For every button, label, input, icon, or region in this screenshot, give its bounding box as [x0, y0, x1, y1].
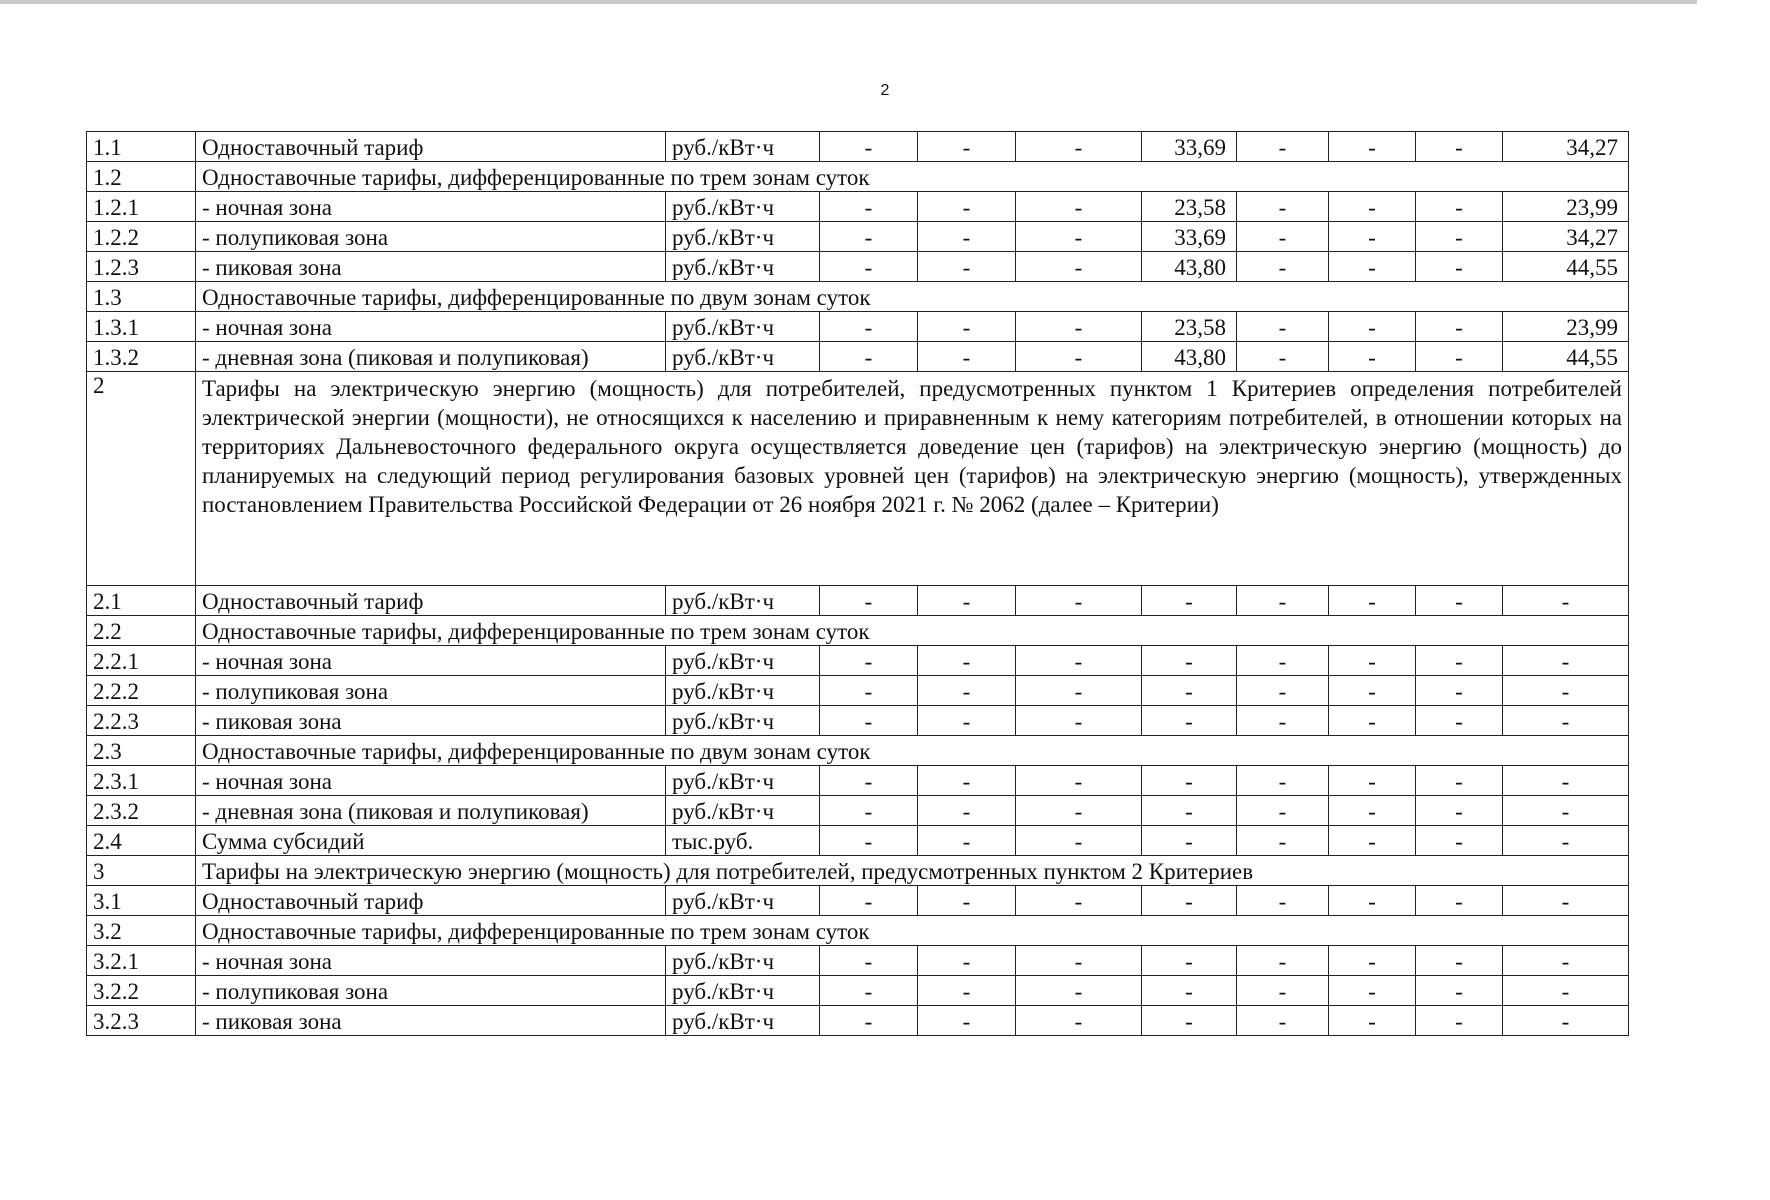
table-row	[87, 252, 1629, 282]
row-number: 1.2.3	[87, 252, 196, 282]
tariff-value: -	[1503, 646, 1629, 676]
row-unit: руб./кВт·ч	[666, 796, 820, 826]
tariff-value: -	[820, 946, 918, 976]
tariff-value: 43,80	[1142, 252, 1237, 282]
table-group-row	[87, 856, 1629, 886]
tariff-value: -	[1503, 946, 1629, 976]
tariff-value: -	[1237, 192, 1329, 222]
tariff-value: 34,27	[1503, 132, 1629, 162]
tariff-value: -	[1016, 586, 1142, 616]
tariff-value: -	[1016, 312, 1142, 342]
tariff-value: -	[1016, 796, 1142, 826]
row-number: 2.2.2	[87, 676, 196, 706]
row-name: - ночная зона	[196, 312, 666, 342]
group-title: Одноставочные тарифы, дифференцированные по трем зонам суток	[196, 162, 1142, 192]
table-row	[87, 796, 1629, 826]
row-number: 2.3.2	[87, 796, 196, 826]
table-row	[87, 766, 1629, 796]
tariff-value: -	[1237, 312, 1329, 342]
tariff-value: -	[1142, 826, 1237, 856]
tariff-value: -	[918, 706, 1016, 736]
tariff-value: -	[1016, 646, 1142, 676]
tariff-value: -	[918, 766, 1016, 796]
group-title: Тарифы на электрическую энергию (мощность) для потребителей, предусмотренных пунктом 2 Критериев	[196, 856, 1142, 886]
tariff-value: -	[1142, 946, 1237, 976]
tariff-value: -	[820, 976, 918, 1006]
tariff-table-body	[87, 132, 1629, 1036]
row-unit: руб./кВт·ч	[666, 946, 820, 976]
group-filler	[1142, 282, 1629, 312]
tariff-value: -	[820, 586, 918, 616]
tariff-value: -	[1329, 1006, 1416, 1036]
row-name: - пиковая зона	[196, 1006, 666, 1036]
tariff-value: -	[918, 826, 1016, 856]
tariff-value: 44,55	[1503, 342, 1629, 372]
tariff-value: -	[820, 826, 918, 856]
table-row	[87, 646, 1629, 676]
tariff-value: -	[1416, 946, 1503, 976]
tariff-value: 23,99	[1503, 192, 1629, 222]
tariff-value: -	[1416, 706, 1503, 736]
tariff-value: -	[820, 706, 918, 736]
tariff-value: 44,55	[1503, 252, 1629, 282]
tariff-value: -	[918, 192, 1016, 222]
tariff-value: -	[1142, 1006, 1237, 1036]
row-number: 3.2.3	[87, 1006, 196, 1036]
tariff-value: -	[820, 252, 918, 282]
tariff-value: -	[1503, 586, 1629, 616]
table-row	[87, 706, 1629, 736]
row-unit: тыс.руб.	[666, 826, 820, 856]
tariff-value: -	[1237, 586, 1329, 616]
tariff-value: -	[1237, 796, 1329, 826]
row-name: - дневная зона (пиковая и полупиковая)	[196, 342, 666, 372]
tariff-value: -	[1016, 946, 1142, 976]
tariff-value: -	[1237, 976, 1329, 1006]
tariff-value: -	[1329, 342, 1416, 372]
tariff-value: -	[1016, 252, 1142, 282]
table-row	[87, 192, 1629, 222]
tariff-value: -	[1016, 826, 1142, 856]
tariff-value: -	[1503, 766, 1629, 796]
tariff-value: -	[918, 646, 1016, 676]
tariff-value: -	[1329, 312, 1416, 342]
row-number: 1.2.2	[87, 222, 196, 252]
tariff-value: -	[1329, 222, 1416, 252]
tariff-value: -	[1503, 886, 1629, 916]
tariff-value: -	[1416, 766, 1503, 796]
tariff-value: -	[820, 222, 918, 252]
row-number: 2.3.1	[87, 766, 196, 796]
tariff-value: -	[1237, 946, 1329, 976]
tariff-value: -	[1142, 706, 1237, 736]
tariff-value: -	[1329, 252, 1416, 282]
tariff-value: -	[820, 886, 918, 916]
row-unit: руб./кВт·ч	[666, 586, 820, 616]
row-number: 1.3.2	[87, 342, 196, 372]
row-unit: руб./кВт·ч	[666, 192, 820, 222]
row-unit: руб./кВт·ч	[666, 342, 820, 372]
tariff-value: 33,69	[1142, 222, 1237, 252]
table-group-row	[87, 916, 1629, 946]
row-number: 2.3	[87, 736, 196, 766]
tariff-value: -	[1329, 132, 1416, 162]
row-name: Сумма субсидий	[196, 826, 666, 856]
tariff-value: -	[1016, 976, 1142, 1006]
row-unit: руб./кВт·ч	[666, 766, 820, 796]
tariff-value: -	[1016, 222, 1142, 252]
row-number: 2.2	[87, 616, 196, 646]
tariff-value: 23,99	[1503, 312, 1629, 342]
group-title: Одноставочные тарифы, дифференцированные по трем зонам суток	[196, 916, 1142, 946]
row-number: 3	[87, 856, 196, 886]
tariff-value: -	[1237, 706, 1329, 736]
scan-top-edge	[0, 0, 1697, 4]
tariff-value: -	[918, 886, 1016, 916]
table-group-row	[87, 736, 1629, 766]
tariff-value: -	[1416, 796, 1503, 826]
tariff-value: -	[1329, 706, 1416, 736]
tariff-value: -	[1016, 192, 1142, 222]
tariff-value: -	[1503, 676, 1629, 706]
table-row	[87, 1006, 1629, 1036]
row-name: Одноставочный тариф	[196, 586, 666, 616]
tariff-value: -	[1237, 676, 1329, 706]
row-number: 3.2.1	[87, 946, 196, 976]
tariff-value: -	[820, 342, 918, 372]
row-name: Одноставочный тариф	[196, 132, 666, 162]
tariff-value: -	[1503, 796, 1629, 826]
tariff-value: -	[918, 132, 1016, 162]
row-number: 2.4	[87, 826, 196, 856]
tariff-value: -	[1329, 826, 1416, 856]
tariff-value: -	[1416, 342, 1503, 372]
table-row	[87, 222, 1629, 252]
tariff-value: -	[1142, 766, 1237, 796]
tariff-value: -	[1329, 586, 1416, 616]
row-name: - полупиковая зона	[196, 976, 666, 1006]
tariff-value: -	[820, 1006, 918, 1036]
row-number: 2.2.3	[87, 706, 196, 736]
row-number: 3.2.2	[87, 976, 196, 1006]
tariff-value: -	[918, 586, 1016, 616]
tariff-value: -	[918, 946, 1016, 976]
table-row	[87, 586, 1629, 616]
row-name: - дневная зона (пиковая и полупиковая)	[196, 796, 666, 826]
tariff-value: -	[820, 132, 918, 162]
group-filler	[1142, 616, 1629, 646]
tariff-value: -	[1142, 796, 1237, 826]
tariff-value: -	[1016, 132, 1142, 162]
tariff-value: -	[1416, 646, 1503, 676]
tariff-value: -	[1329, 676, 1416, 706]
tariff-value: -	[1503, 706, 1629, 736]
row-number: 2.1	[87, 586, 196, 616]
tariff-value: -	[1329, 946, 1416, 976]
tariff-value: -	[820, 766, 918, 796]
row-number: 1.2	[87, 162, 196, 192]
row-unit: руб./кВт·ч	[666, 886, 820, 916]
tariff-value: -	[1142, 676, 1237, 706]
tariff-value: -	[1416, 886, 1503, 916]
row-unit: руб./кВт·ч	[666, 676, 820, 706]
row-unit: руб./кВт·ч	[666, 312, 820, 342]
table-section-row	[87, 372, 1629, 586]
row-number: 3.1	[87, 886, 196, 916]
row-name: - ночная зона	[196, 192, 666, 222]
row-number: 1.3.1	[87, 312, 196, 342]
tariff-value: -	[918, 312, 1016, 342]
tariff-value: 33,69	[1142, 132, 1237, 162]
group-title: Одноставочные тарифы, дифференцированные по двум зонам суток	[196, 736, 1142, 766]
tariff-value: -	[820, 796, 918, 826]
tariff-value: -	[1503, 826, 1629, 856]
table-row	[87, 886, 1629, 916]
row-name: - ночная зона	[196, 646, 666, 676]
tariff-value: -	[820, 646, 918, 676]
tariff-value: -	[918, 676, 1016, 706]
row-number: 2.2.1	[87, 646, 196, 676]
tariff-value: -	[1237, 132, 1329, 162]
row-number: 3.2	[87, 916, 196, 946]
section-title: Тарифы на электрическую энергию (мощность) для потребителей, предусмотренных пунктом 1 Критериев определения потребителей электрической энергии (мощности), не относящихся к населению и приравненным к нему категориям потребителей, в отношении которых на территориях Дальневосточного федерального округа осуществляется доведение цен (тарифов) на электрическую энергию (мощность) до планируемых на следующий период регулирования базовых уровней цен (тарифов) на электрическую энергию (мощность), утвержденных постановлением Правительства Российской Федерации от 26 ноября 2021 г. № 2062 (далее – Критерии)	[196, 372, 1629, 586]
tariff-value: -	[1416, 676, 1503, 706]
tariff-value: 43,80	[1142, 342, 1237, 372]
tariff-value: -	[1237, 766, 1329, 796]
tariff-value: -	[1237, 222, 1329, 252]
row-unit: руб./кВт·ч	[666, 132, 820, 162]
tariff-value: -	[820, 676, 918, 706]
tariff-value: -	[1416, 1006, 1503, 1036]
table-row	[87, 976, 1629, 1006]
table-row	[87, 312, 1629, 342]
table-group-row	[87, 162, 1629, 192]
tariff-value: -	[1142, 646, 1237, 676]
row-name: - пиковая зона	[196, 706, 666, 736]
row-unit: руб./кВт·ч	[666, 646, 820, 676]
row-name: - ночная зона	[196, 766, 666, 796]
table-group-row	[87, 616, 1629, 646]
row-name: - ночная зона	[196, 946, 666, 976]
tariff-value: -	[1503, 1006, 1629, 1036]
tariff-value: -	[820, 312, 918, 342]
tariff-value: -	[1016, 886, 1142, 916]
tariff-value: 23,58	[1142, 192, 1237, 222]
tariff-value: -	[1142, 886, 1237, 916]
tariff-value: -	[1016, 766, 1142, 796]
row-name: - пиковая зона	[196, 252, 666, 282]
tariff-value: -	[1416, 252, 1503, 282]
tariff-value: -	[1416, 826, 1503, 856]
group-title: Одноставочные тарифы, дифференцированные по трем зонам суток	[196, 616, 1142, 646]
tariff-value: -	[1237, 252, 1329, 282]
group-title: Одноставочные тарифы, дифференцированные по двум зонам суток	[196, 282, 1142, 312]
tariff-value: -	[1237, 342, 1329, 372]
tariff-value: -	[1329, 886, 1416, 916]
tariff-value: -	[1329, 796, 1416, 826]
tariff-table	[86, 131, 1629, 1036]
table-row	[87, 132, 1629, 162]
row-name: Одноставочный тариф	[196, 886, 666, 916]
tariff-value: 23,58	[1142, 312, 1237, 342]
row-number: 1.1	[87, 132, 196, 162]
tariff-value: -	[1416, 222, 1503, 252]
tariff-value: -	[1329, 646, 1416, 676]
row-number: 1.3	[87, 282, 196, 312]
tariff-value: -	[1416, 132, 1503, 162]
tariff-value: -	[1416, 586, 1503, 616]
tariff-value: -	[1416, 976, 1503, 1006]
tariff-value: -	[918, 252, 1016, 282]
row-number: 2	[87, 372, 196, 586]
row-unit: руб./кВт·ч	[666, 222, 820, 252]
table-row	[87, 676, 1629, 706]
row-unit: руб./кВт·ч	[666, 706, 820, 736]
row-number: 1.2.1	[87, 192, 196, 222]
table-row	[87, 946, 1629, 976]
tariff-value: -	[1329, 766, 1416, 796]
tariff-value: -	[1016, 1006, 1142, 1036]
tariff-value: -	[1237, 1006, 1329, 1036]
row-name: - полупиковая зона	[196, 676, 666, 706]
row-name: - полупиковая зона	[196, 222, 666, 252]
tariff-value: -	[1142, 586, 1237, 616]
tariff-value: -	[918, 976, 1016, 1006]
page-number: 2	[880, 82, 890, 99]
tariff-value: -	[1329, 192, 1416, 222]
tariff-value: -	[1503, 976, 1629, 1006]
row-unit: руб./кВт·ч	[666, 976, 820, 1006]
tariff-value: -	[918, 796, 1016, 826]
tariff-value: 34,27	[1503, 222, 1629, 252]
row-unit: руб./кВт·ч	[666, 1006, 820, 1036]
tariff-value: -	[1237, 886, 1329, 916]
tariff-value: -	[1237, 826, 1329, 856]
tariff-value: -	[1329, 976, 1416, 1006]
tariff-value: -	[1142, 976, 1237, 1006]
group-filler	[1142, 162, 1629, 192]
tariff-value: -	[1016, 706, 1142, 736]
group-filler	[1142, 736, 1629, 766]
tariff-value: -	[1016, 342, 1142, 372]
table-row	[87, 342, 1629, 372]
table-group-row	[87, 282, 1629, 312]
group-filler	[1142, 916, 1629, 946]
tariff-value: -	[1416, 192, 1503, 222]
tariff-value: -	[918, 222, 1016, 252]
tariff-value: -	[918, 1006, 1016, 1036]
table-row	[87, 826, 1629, 856]
row-unit: руб./кВт·ч	[666, 252, 820, 282]
tariff-value: -	[820, 192, 918, 222]
tariff-value: -	[918, 342, 1016, 372]
tariff-value: -	[1237, 646, 1329, 676]
tariff-value: -	[1016, 676, 1142, 706]
tariff-value: -	[1416, 312, 1503, 342]
